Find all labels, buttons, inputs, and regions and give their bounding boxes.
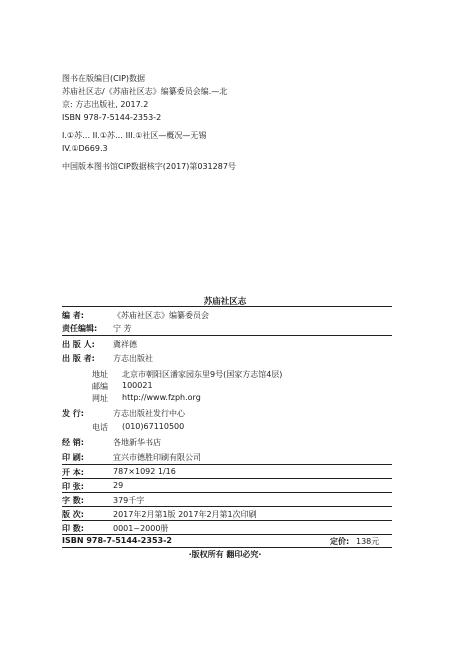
- seller-value: 各地新华书店: [113, 438, 161, 447]
- divider: [62, 335, 392, 336]
- divider: [62, 520, 392, 521]
- publisher-value: 方志出版社: [113, 354, 153, 363]
- seller-label: 经 销:: [62, 438, 84, 447]
- divider: [62, 478, 392, 479]
- distributor-label: 发 行:: [62, 409, 84, 418]
- words-label: 字 数:: [62, 496, 84, 505]
- sheets-value: 29: [113, 481, 124, 490]
- divider: [62, 464, 392, 465]
- website-label: 网址: [92, 394, 108, 403]
- responsible-editor-value: 宁 芳: [113, 324, 132, 333]
- divider: [62, 534, 392, 535]
- edition-value: 2017年2月第1版 2017年2月第1次印刷: [113, 510, 257, 519]
- edition-label: 版 次:: [62, 510, 84, 519]
- phone-label: 电话: [92, 423, 108, 432]
- format-label: 开 本:: [62, 468, 84, 477]
- address-value: 北京市朝阳区潘家园东里9号(国家方志馆4层): [122, 370, 283, 379]
- publisher-label: 出 版 者:: [62, 354, 95, 363]
- sheets-label: 印 张:: [62, 482, 84, 491]
- cip-heading: 图书在版编目(CIP)数据: [62, 74, 146, 83]
- divider: [62, 547, 392, 548]
- editor-value: 《苏庙社区志》编纂委员会: [113, 311, 209, 320]
- book-title: 苏庙社区志: [203, 297, 247, 307]
- cip-record-number: 中国版本图书馆CIP数据核字(2017)第031287号: [62, 162, 236, 171]
- format-value: 787×1092 1/16: [113, 467, 176, 476]
- cip-line: 京: 方志出版社, 2017.2: [62, 100, 149, 109]
- cip-classification: I.①苏… II.①苏… III.①社区—概况—无锡: [62, 131, 207, 140]
- printer-value: 宜兴市德胜印刷有限公司: [113, 453, 201, 462]
- printer-label: 印 刷:: [62, 453, 84, 462]
- distributor-value: 方志出版社发行中心: [113, 409, 185, 418]
- phone-value: (010)67110500: [122, 422, 185, 431]
- cip-isbn: ISBN 978-7-5144-2353-2: [62, 113, 162, 122]
- words-value: 379千字: [113, 496, 145, 505]
- divider: [62, 506, 392, 507]
- price-label: 定价:: [330, 537, 350, 546]
- copies-value: 0001~2000册: [113, 524, 169, 533]
- postcode-label: 邮编: [92, 382, 108, 391]
- divider: [62, 492, 392, 493]
- editor-label: 编 者:: [62, 311, 84, 320]
- price-value: 138元: [356, 537, 380, 546]
- publisher-person-value: 冀祥德: [113, 340, 137, 349]
- cip-line: 苏庙社区志/《苏庙社区志》编纂委员会编.—北: [62, 87, 228, 96]
- copyright-notice: ·版权所有 翻印必究·: [188, 550, 262, 559]
- responsible-editor-label: 责任编辑:: [62, 324, 98, 333]
- copies-label: 印 数:: [62, 524, 84, 533]
- cip-classification: IV.①D669.3: [62, 144, 108, 153]
- publisher-person-label: 出 版 人:: [62, 340, 95, 349]
- address-label: 地址: [92, 370, 108, 379]
- website-value: http://www.fzph.org: [122, 393, 201, 402]
- isbn-line: ISBN 978-7-5144-2353-2: [62, 536, 172, 545]
- postcode-value: 100021: [122, 381, 153, 390]
- divider: [62, 306, 392, 307]
